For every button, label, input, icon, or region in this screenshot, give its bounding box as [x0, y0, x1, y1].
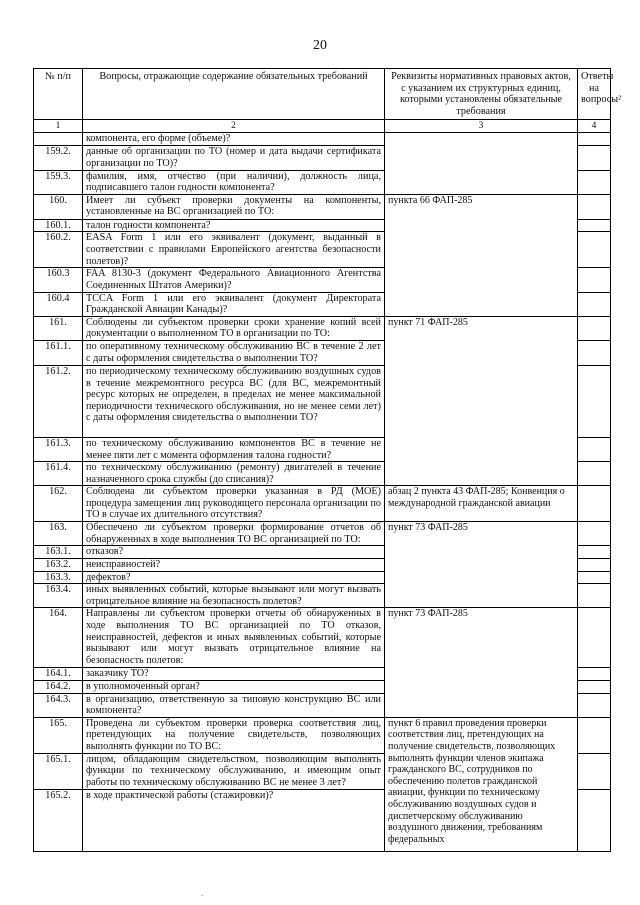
row-number: 161.3.	[34, 437, 83, 461]
table-header-row	[34, 69, 611, 120]
row-number: 160.2.	[34, 232, 83, 268]
row-question: по оперативному техническому обслуживанию ВС в течение 2 лет с даты оформления свидетельства о выполнении ТО?	[83, 340, 385, 365]
row-question: EASA Form 1 или его эквивалент (документ, выданный в соответствии с правилами Европейского агентства безопасности полетов)?	[83, 232, 385, 268]
table-row	[34, 133, 611, 146]
row-question: лицом, обладающим свидетельством, позволяющим выполнять функции по техническому обслуживанию, и имеющим опыт работы по техническому обслуживанию ВС не менее 3 лет?	[83, 753, 385, 789]
column-number: 4	[578, 120, 611, 133]
row-question: Направлены ли субъектом проверки отчеты об обнаруженных в ходе выполнения ТО ВС организацией по ТО отказов, неисправностей, дефектов и иных выявленных событий, которые вызывают или могут вызвать отрицательное влияние на безопасность полетов:	[83, 608, 385, 668]
row-number: 159.2.	[34, 146, 83, 170]
answer-cell[interactable]	[578, 133, 611, 146]
answer-cell[interactable]	[578, 522, 611, 546]
row-question: фамилия, имя, отчество (при наличии), должность лица, подписавшего талон годности компонента?	[83, 170, 385, 194]
answer-cell[interactable]	[578, 462, 611, 486]
row-number: 164.1.	[34, 668, 83, 681]
column-number: 1	[34, 120, 83, 133]
table-row	[34, 316, 611, 340]
answer-cell[interactable]	[578, 316, 611, 340]
row-question: Обеспечено ли субъектом проверки формирование отчетов об обнаруженных в ходе выполнения ТО ВС организацией по ТО:	[83, 522, 385, 546]
row-number: 162.	[34, 486, 83, 522]
table-row	[34, 522, 611, 546]
answer-cell[interactable]	[578, 546, 611, 559]
row-question: FAA 8130-3 (документ Федерального Авиационного Агентства Соединенных Штатов Америки)?	[83, 268, 385, 292]
row-reference: пункт 73 ФАП-285	[385, 608, 578, 717]
row-question: компонента, его форме (объеме)?	[83, 133, 385, 146]
row-question: дефектов?	[83, 571, 385, 584]
column-number-row	[34, 120, 611, 133]
row-reference: абзац 2 пункта 43 ФАП-285; Конвенция о международной гражданской авиации	[385, 486, 578, 522]
column-number: 2	[83, 120, 385, 133]
answer-cell[interactable]	[578, 292, 611, 316]
row-reference: пункт 6 правил проведения проверки соответствия лиц, претендующих на получение свидетельств, позволяющих выполнять функции членов экипажа гражданского ВС, сотрудников по обеспечению полетов гражданской авиации, функции по техническому обслуживанию воздушных судов и диспетчерскому обслуживанию воздушного движения, требованиям федеральных	[385, 717, 578, 851]
row-question: по периодическому техническому обслуживанию воздушных судов в течение межремонтного ресурса ВС (для ВС, межремонтный ресурс которых не определен, в пределах не менее максимальной периодичности технического обслуживания, но не менее семи лет) с даты оформления свидетельства о выполнении ТО?	[83, 365, 385, 437]
header-question: Вопросы, отражающие содержание обязательных требований	[83, 69, 385, 120]
answer-cell[interactable]	[578, 753, 611, 789]
row-question: TCCA Form 1 или его эквивалент (документ Директората Гражданской Авиации Канады)?	[83, 292, 385, 316]
page-number: 20	[313, 38, 327, 53]
row-question: по техническому обслуживанию компонентов ВС в течение не менее пяти лет с момента оформления талона годности?	[83, 437, 385, 461]
answer-cell[interactable]	[578, 789, 611, 851]
row-number: 160.4	[34, 292, 83, 316]
answer-cell[interactable]	[578, 194, 611, 219]
answer-cell[interactable]	[578, 608, 611, 668]
table-row	[34, 717, 611, 753]
row-number: 160.	[34, 194, 83, 219]
column-number: 3	[385, 120, 578, 133]
row-question: в уполномоченный орган?	[83, 681, 385, 694]
answer-cell[interactable]	[578, 571, 611, 584]
row-question: Имеет ли субъект проверки документы на компоненты, установленные на ВС организацией по ТО:	[83, 194, 385, 219]
row-question: заказчику ТО?	[83, 668, 385, 681]
answer-cell[interactable]	[578, 268, 611, 292]
header-refs: Реквизиты нормативных правовых актов, с указанием их структурных единиц, которыми установлены обязательные требования	[385, 69, 578, 120]
answer-cell[interactable]	[578, 437, 611, 461]
answer-cell[interactable]	[578, 559, 611, 572]
row-number: 159.3.	[34, 170, 83, 194]
scan-mark: .	[201, 889, 203, 898]
row-question: талон годности компонента?	[83, 219, 385, 232]
answer-cell[interactable]	[578, 486, 611, 522]
answer-cell[interactable]	[578, 693, 611, 717]
row-number: 163.1.	[34, 546, 83, 559]
row-number: 164.3.	[34, 693, 83, 717]
row-question: Соблюдены ли субъектом проверки сроки хранение копий всей документации о выполненном ТО в организации по ТО:	[83, 316, 385, 340]
row-number: 161.	[34, 316, 83, 340]
row-question: Соблюдена ли субъектом проверки указанная в РД (МОЕ) процедура замещения лиц руководящего персонала организации по ТО в случае их длительного отсутствия?	[83, 486, 385, 522]
header-num: № п/п	[34, 69, 83, 120]
row-number: 163.3.	[34, 571, 83, 584]
requirements-table	[33, 68, 622, 852]
table-row	[34, 608, 611, 668]
row-question: Проведена ли субъектом проверки проверка соответствия лиц, претендующих на получение свидетельств, позволяющих выполнять функции по ТО ВС:	[83, 717, 385, 753]
answer-cell[interactable]	[578, 170, 611, 194]
answer-cell[interactable]	[578, 668, 611, 681]
row-number	[34, 133, 83, 146]
answer-cell[interactable]	[578, 681, 611, 694]
row-question: по техническому обслуживанию (ремонту) двигателей в течение назначенного срока службы (до списания)?	[83, 462, 385, 486]
row-reference: пункт 73 ФАП-285	[385, 522, 578, 608]
row-reference: пункта 66 ФАП-285	[385, 194, 578, 316]
row-question: иных выявленных событий, которые вызывают или могут вызвать отрицательное влияние на безопасность полетов?	[83, 584, 385, 608]
answer-cell[interactable]	[578, 146, 611, 170]
row-number: 163.4.	[34, 584, 83, 608]
row-question: в ходе практической работы (стажировки)?	[83, 789, 385, 851]
table-row	[34, 194, 611, 219]
row-number: 165.2.	[34, 789, 83, 851]
table-row	[34, 486, 611, 522]
row-question: неисправностей?	[83, 559, 385, 572]
row-number: 163.	[34, 522, 83, 546]
row-reference: пункт 71 ФАП-285	[385, 316, 578, 486]
row-number: 164.	[34, 608, 83, 668]
row-number: 161.4.	[34, 462, 83, 486]
answer-cell[interactable]	[578, 219, 611, 232]
row-number: 160.1.	[34, 219, 83, 232]
answer-cell[interactable]	[578, 717, 611, 753]
answer-cell[interactable]	[578, 365, 611, 437]
row-question: данные об организации по ТО (номер и дата выдачи сертификата организации по ТО)?	[83, 146, 385, 170]
answer-cell[interactable]	[578, 232, 611, 268]
row-number: 163.2.	[34, 559, 83, 572]
row-number: 164.2.	[34, 681, 83, 694]
answer-cell[interactable]	[578, 340, 611, 365]
row-number: 161.1.	[34, 340, 83, 365]
row-number: 160.3	[34, 268, 83, 292]
answer-cell[interactable]	[578, 584, 611, 608]
row-number: 165.	[34, 717, 83, 753]
row-reference	[385, 133, 578, 194]
row-number: 165.1.	[34, 753, 83, 789]
header-answers: Ответы на вопросы²	[578, 69, 611, 120]
row-question: в организацию, ответственную за типовую конструкцию ВС или компонента?	[83, 693, 385, 717]
row-question: отказов?	[83, 546, 385, 559]
row-number: 161.2.	[34, 365, 83, 437]
